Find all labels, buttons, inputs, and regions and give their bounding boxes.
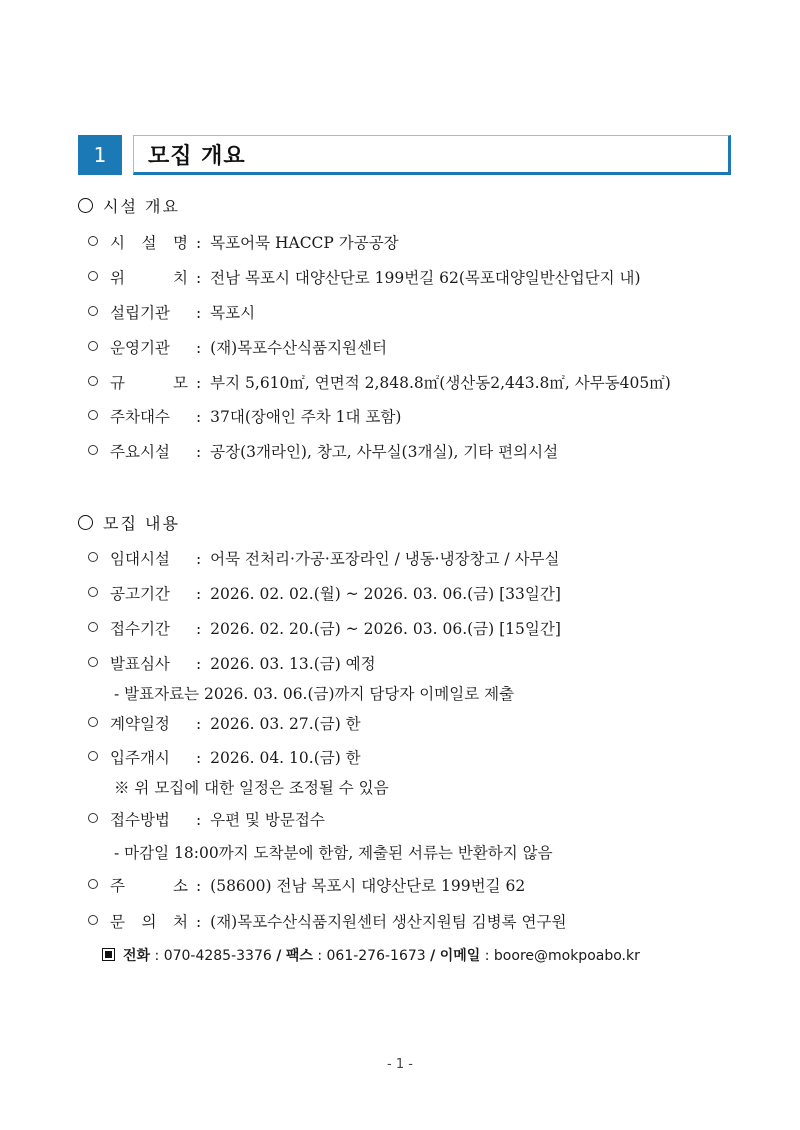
small-circle-bullet-icon	[88, 410, 98, 420]
method-note: - 마감일 18:00까지 도착분에 한함, 제출된 서류는 반환하지 않음	[114, 844, 553, 862]
recruit-item-value: 2026. 03. 13.(금) 예정	[205, 655, 376, 673]
small-circle-bullet-icon	[88, 271, 98, 281]
recruit-heading-text: 모집 내용	[103, 514, 180, 533]
recruit-item-key: 입주개시	[110, 749, 170, 767]
colon-separator: :	[196, 877, 202, 895]
colon-separator: :	[196, 811, 202, 829]
facility-item-key: 주요시설	[110, 443, 170, 461]
colon-separator: :	[196, 304, 202, 322]
colon-separator: :	[196, 234, 202, 252]
section-header	[78, 135, 720, 176]
facility-item-key: 설립기관	[110, 304, 170, 322]
facility-heading-text: 시설 개요	[103, 197, 180, 216]
recruit-item-key: 공고기간	[110, 585, 170, 603]
facility-item-value: 목포시	[205, 304, 256, 322]
small-circle-bullet-icon	[88, 552, 98, 562]
presentation-note: - 발표자료는 2026. 03. 06.(금)까지 담당자 이메일로 제출	[114, 685, 515, 703]
circle-icon	[78, 515, 93, 530]
recruit-item-value: 2026. 04. 10.(금) 한	[205, 749, 361, 767]
facility-item-value: 37대(장애인 주차 1대 포함)	[205, 408, 402, 426]
filled-square-icon	[102, 948, 115, 961]
colon-separator: :	[196, 550, 202, 568]
small-circle-bullet-icon	[88, 587, 98, 597]
recruit-item-value: 2026. 02. 20.(금) ~ 2026. 03. 06.(금) [15일간]	[205, 620, 561, 638]
facility-item-value: 부지 5,610㎡, 연면적 2,848.8㎡(생산동2,443.8㎡, 사무동405㎡)	[205, 374, 671, 392]
facility-item-value: 목포어묵 HACCP 가공공장	[205, 234, 399, 252]
recruit-item	[88, 617, 561, 639]
recruit-item-key: 접수방법	[110, 811, 170, 829]
colon-separator: :	[196, 443, 202, 461]
small-circle-bullet-icon	[88, 236, 98, 246]
recruit-item	[88, 808, 325, 830]
small-circle-bullet-icon	[88, 306, 98, 316]
facility-item	[88, 440, 558, 462]
email-value[interactable]: boore@mokpoabo.kr	[493, 948, 640, 964]
recruit-item	[88, 652, 376, 674]
small-circle-bullet-icon	[88, 445, 98, 455]
section-title-box	[133, 135, 731, 175]
fax-value: 061-276-1673	[326, 948, 426, 964]
facility-item	[88, 266, 641, 288]
recruit-item-key: 접수기간	[110, 620, 170, 638]
colon-separator: :	[196, 749, 202, 767]
colon-separator: :	[196, 339, 202, 357]
recruit-item-value: 어묵 전처리·가공·포장라인 / 냉동·냉장창고 / 사무실	[205, 550, 560, 568]
facility-item-value: (재)목포수산식품지원센터	[205, 339, 387, 357]
facility-heading	[78, 194, 180, 217]
small-circle-bullet-icon	[88, 622, 98, 632]
recruit-item-key: 임대시설	[110, 550, 170, 568]
recruit-item-value: (58600) 전남 목포시 대양산단로 199번길 62	[205, 877, 526, 895]
colon-separator: :	[196, 408, 202, 426]
small-circle-bullet-icon	[88, 813, 98, 823]
recruit-item-key: 계약일정	[110, 715, 170, 733]
recruit-item-value: (재)목포수산식품지원센터 생산지원팀 김병록 연구원	[205, 913, 567, 931]
page-title: 모집 개요	[148, 143, 246, 169]
recruit-item	[88, 712, 361, 734]
facility-item	[88, 405, 401, 427]
contact-line: 전화 : 070-4285-3376 / 팩스 : 061-276-1673 / 이메일 : boore@mokpoabo.kr	[102, 945, 640, 965]
email-label: 이메일	[439, 948, 481, 964]
recruit-item-value: 우편 및 방문접수	[205, 811, 325, 829]
small-circle-bullet-icon	[88, 717, 98, 727]
small-circle-bullet-icon	[88, 751, 98, 761]
facility-item	[88, 371, 671, 393]
facility-item	[88, 336, 387, 358]
colon-separator: :	[196, 620, 202, 638]
recruit-item-value: 2026. 03. 27.(금) 한	[205, 715, 361, 733]
colon-separator: :	[196, 269, 202, 287]
colon-separator: :	[196, 374, 202, 392]
small-circle-bullet-icon	[88, 657, 98, 667]
schedule-note: ※ 위 모집에 대한 일정은 조정될 수 있음	[114, 779, 389, 797]
section-number-badge: 1	[78, 135, 122, 175]
facility-item	[88, 301, 255, 323]
page-number: - 1 -	[387, 1057, 413, 1072]
facility-item-key: 주차대수	[110, 408, 170, 426]
colon-separator: :	[196, 715, 202, 733]
facility-item-key: 운영기관	[110, 339, 170, 357]
small-circle-bullet-icon	[88, 915, 98, 925]
circle-icon	[78, 198, 93, 213]
recruit-item-key: 주 소	[110, 877, 188, 895]
small-circle-bullet-icon	[88, 341, 98, 351]
recruit-item-key: 문 의 처	[110, 913, 188, 931]
colon-separator: :	[196, 913, 202, 931]
recruit-heading	[78, 511, 180, 534]
recruit-item	[88, 746, 361, 768]
recruit-item	[88, 582, 561, 604]
facility-item-key: 위 치	[110, 269, 188, 287]
colon-separator: :	[196, 655, 202, 673]
facility-item	[88, 231, 399, 253]
recruit-item	[88, 547, 559, 569]
recruit-item-key: 발표심사	[110, 655, 170, 673]
facility-item-key: 규 모	[110, 374, 188, 392]
recruit-item	[88, 910, 566, 932]
fax-label: 팩스	[285, 948, 313, 964]
recruit-item-value: 2026. 02. 02.(월) ~ 2026. 03. 06.(금) [33일간]	[205, 585, 561, 603]
facility-item-value: 전남 목포시 대양산단로 199번길 62(목포대양일반산업단지 내)	[205, 269, 641, 287]
phone-label: 전화	[123, 948, 151, 964]
small-circle-bullet-icon	[88, 879, 98, 889]
recruit-item	[88, 874, 525, 896]
phone-value: 070-4285-3376	[163, 948, 272, 964]
facility-item-value: 공장(3개라인), 창고, 사무실(3개실), 기타 편의시설	[205, 443, 559, 461]
colon-separator: :	[196, 585, 202, 603]
facility-item-key: 시 설 명	[110, 234, 188, 252]
small-circle-bullet-icon	[88, 376, 98, 386]
